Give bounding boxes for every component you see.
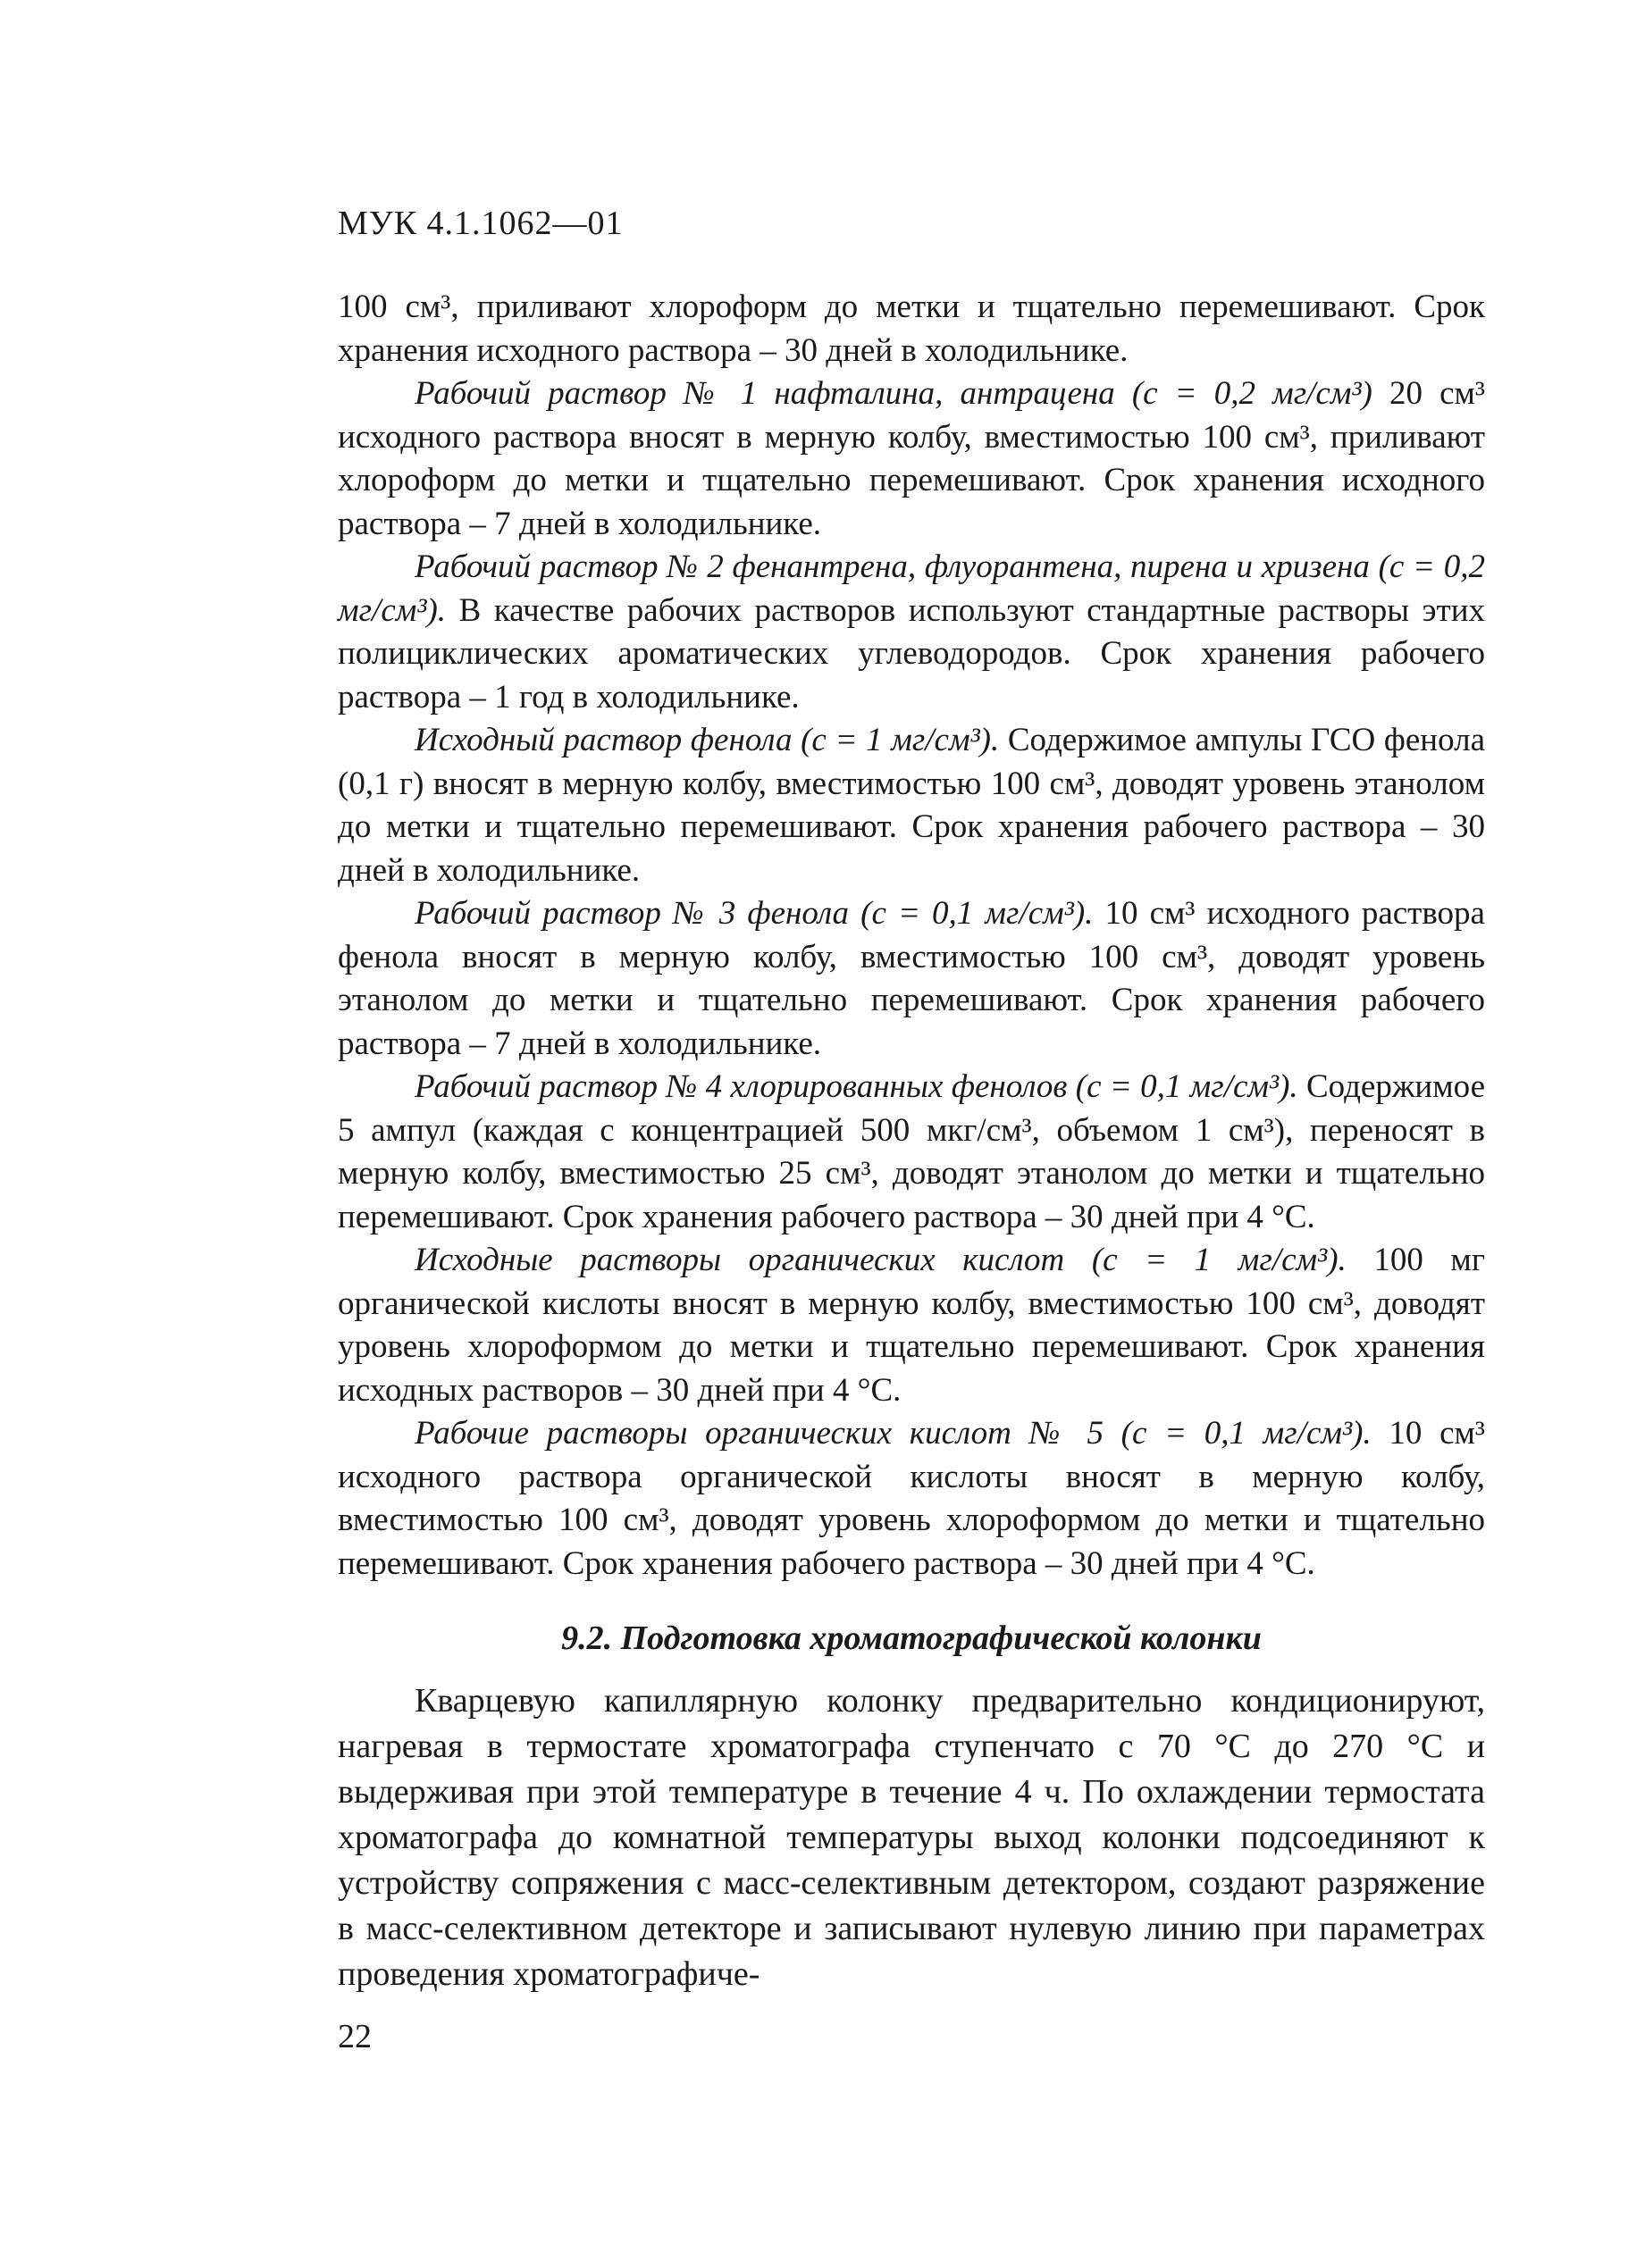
paragraph-lead-italic: Рабочий раствор № 1 нафталина, антрацена (с = 0,2 мг/см³)	[415, 375, 1372, 412]
paragraph-working-solution-2	[338, 546, 1485, 719]
paragraph-text: 10 см³ исходного раствора фенола вносят в мерную колбу, вместимостью 100 см³, доводят уровень этанолом до метки и тщательно перемешивают. Срок хранения рабочего раствора – 7 дней в холодильнике.	[338, 895, 1485, 1062]
paragraph-lead-italic: Исходные растворы органических кислот (с = 1 мг/см³).	[415, 1242, 1347, 1278]
paragraph-text: Содержимое ампулы ГСО фенола (0,1 г) вносят в мерную колбу, вместимостью 100 см³, доводят уровень этанолом до метки и тщательно перемешивают. Срок хранения рабочего раствора – 30 дней в холодильнике.	[338, 722, 1485, 889]
section-heading: 9.2. Подготовка хроматографической колонки	[561, 1619, 1262, 1657]
paragraph-lead-italic: Рабочий раствор № 4 хлорированных фенолов (с = 0,1 мг/см³).	[415, 1068, 1298, 1105]
paragraph-working-solution-4	[338, 1066, 1485, 1239]
paragraph-phenol-stock	[338, 719, 1485, 892]
paragraph-text: 10 см³ исходного раствора органической кислоты вносят в мерную колбу, вместимостью 100 см³, доводят уровень хлороформом до метки и тщательно перемешивают. Срок хранения рабочего раствора – 30 дней при 4 °С.	[338, 1415, 1485, 1582]
paragraph-working-solution-1	[338, 372, 1485, 546]
paragraph-text: Содержимое 5 ампул (каждая с концентрацией 500 мкг/см³, объемом 1 см³), переносят в мерную колбу, вместимостью 25 см³, доводят этанолом до метки и тщательно перемешивают. Срок хранения рабочего раствора – 30 дней при 4 °С.	[338, 1068, 1486, 1235]
paragraph-text: 20 см³ исходного раствора вносят в мерную колбу, вместимостью 100 см³, приливают хлороформ до метки и тщательно перемешивают. Срок хранения исходного раствора – 7 дней в холодильнике.	[338, 375, 1485, 542]
paragraph-text: В качестве рабочих растворов используют стандартные растворы этих полициклических ароматических углеводородов. Срок хранения рабочего раствора – 1 год в холодильнике.	[338, 591, 1485, 716]
paragraph-lead-italic: Рабочие растворы органических кислот № 5 (с = 0,1 мг/см³).	[415, 1415, 1372, 1452]
paragraph-lead-italic: Рабочий раствор № 3 фенола (с = 0,1 мг/см³).	[415, 895, 1094, 932]
page-number: 22	[338, 2018, 372, 2055]
paragraph-working-solution-5	[338, 1412, 1485, 1586]
paragraph-continuation	[338, 286, 1485, 372]
paragraph-text: 100 см³, приливают хлороформ до метки и тщательно перемешивают. Срок хранения исходного раствора – 30 дней в холодильнике.	[338, 289, 1485, 369]
body-text	[338, 286, 1485, 1997]
paragraph-lead-italic: Исходный раствор фенола (с = 1 мг/см³).	[415, 722, 1000, 758]
paragraph-text: 100 мг органической кислоты вносят в мерную колбу, вместимостью 100 см³, доводят уровень хлороформом до метки и тщательно перемешивают. Срок хранения исходных растворов – 30 дней при 4 °С.	[338, 1242, 1486, 1409]
paragraph-working-solution-3	[338, 892, 1485, 1066]
paragraph-organic-acids-stock	[338, 1239, 1485, 1412]
section-paragraph: Кварцевую капиллярную колонку предварительно кондиционируют, нагревая в термостате хроматографа ступенчато с 70 °С до 270 °С и выдерживая при этой температуре в течение 4 ч. По охлаждении термостата хроматографа до комнатной температуры выход колонки подсоединяют к устройству сопряжения с масс-селективным детектором, создают разряжение в масс-селективном детекторе и записывают нулевую линию при параметрах проведения хроматографиче-	[338, 1682, 1485, 1993]
paragraph-lead-italic: Рабочий раствор № 2 фенантрена, флуорантена, пирена и хризена (с = 0,2 мг/см³).	[338, 548, 1485, 629]
running-title: МУК 4.1.1062—01	[338, 205, 624, 242]
